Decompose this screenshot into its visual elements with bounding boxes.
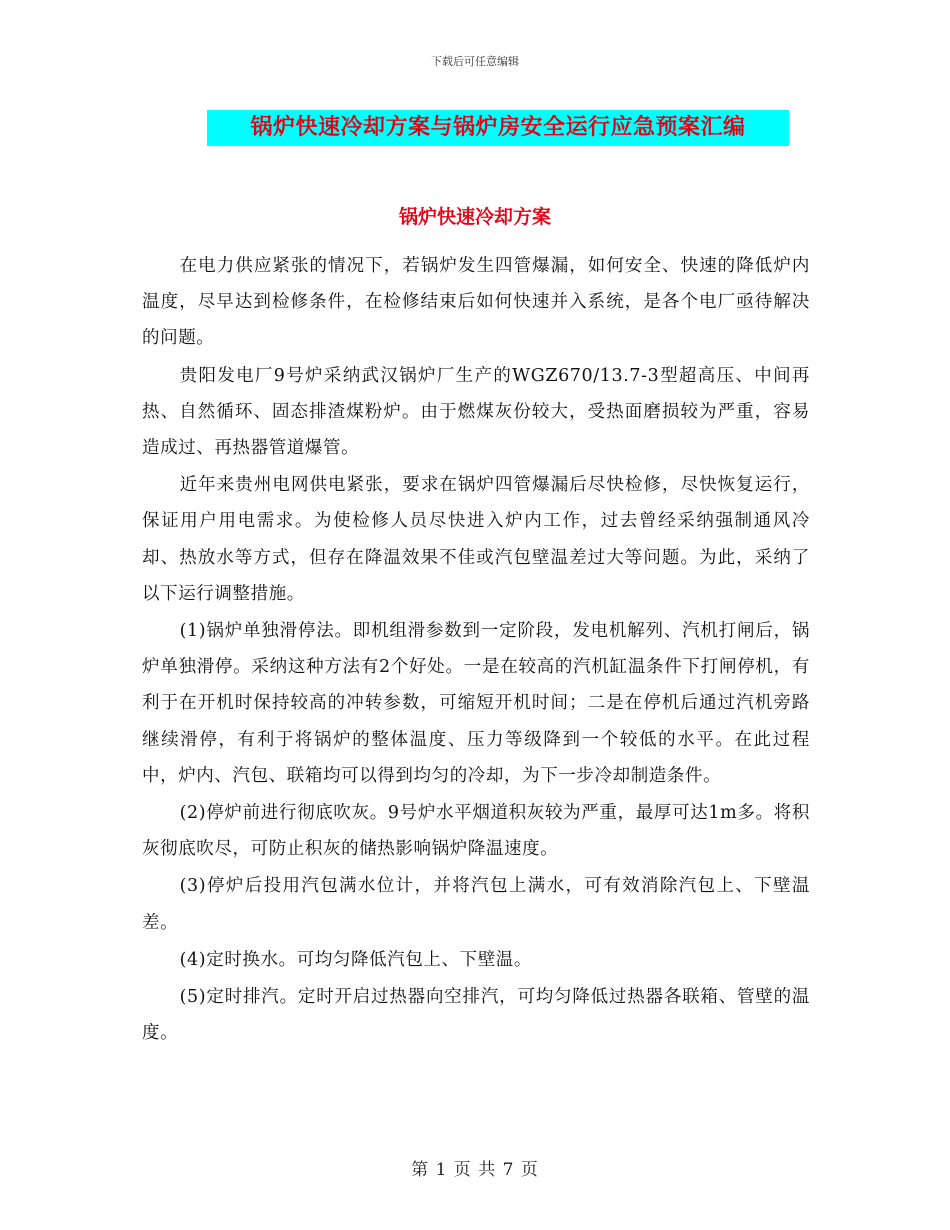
paragraph: 贵阳发电厂9号炉采纳武汉锅炉厂生产的WGZ670/13.7-3型超高压、中间再热、自然循环、固态排渣煤粉炉。由于燃煤灰份较大，受热面磨损较为严重，容易造成过、再热器管道爆管。 xyxy=(142,365,810,459)
paragraph: (2)停炉前进行彻底吹灰。9号炉水平烟道积灰较为严重，最厚可达1m多。将积灰彻底吹尽，可防止积灰的储热影响锅炉降温速度。 xyxy=(142,803,810,860)
page-footer xyxy=(0,1155,950,1180)
page-header-note: 下载后可任意编辑 xyxy=(431,55,519,68)
paragraph: (5)定时排汽。定时开启过热器向空排汽，可均匀降低过热器各联箱、管壁的温度。 xyxy=(142,987,810,1044)
paragraph: (3)停炉后投用汽包满水位计，并将汽包上满水，可有效消除汽包上、下壁温差。 xyxy=(142,876,810,933)
paragraph: (1)锅炉单独滑停法。即机组滑参数到一定阶段，发电机解列、汽机打闸后，锅炉单独滑停。采纳这种方法有2个好处。一是在较高的汽机缸温条件下打闸停机，有利于在开机时保持较高的冲转参数，可缩短开机时间；二是在停机后通过汽机旁路继续滑停，有利于将锅炉的整体温度、压力等级降到一个较低的水平。在此过程中，炉内、汽包、联箱均可以得到均匀的冷却，为下一步冷却制造条件。 xyxy=(142,621,810,786)
paragraph: 近年来贵州电网供电紧张，要求在锅炉四管爆漏后尽快检修，尽快恢复运行，保证用户用电需求。为使检修人员尽快进入炉内工作，过去曾经采纳强制通风冷却、热放水等方式，但存在降温效果不佳或汽包壁温差过大等问题。为此，采纳了以下运行调整措施。 xyxy=(142,475,810,604)
paragraph: (4)定时换水。可均匀降低汽包上、下壁温。 xyxy=(179,949,533,970)
section-title: 锅炉快速冷却方案 xyxy=(398,206,551,228)
document-body xyxy=(142,248,810,1052)
page-number: 第 1 页 共 7 页 xyxy=(411,1160,539,1180)
paragraph: 在电力供应紧张的情况下，若锅炉发生四管爆漏，如何安全、快速的降低炉内温度，尽早达到检修条件，在检修结束后如何快速并入系统，是各个电厂亟待解决的问题。 xyxy=(142,256,810,349)
document-title: 锅炉快速冷却方案与锅炉房安全运行应急预案汇编 xyxy=(207,110,789,146)
document-title-block xyxy=(207,110,789,146)
